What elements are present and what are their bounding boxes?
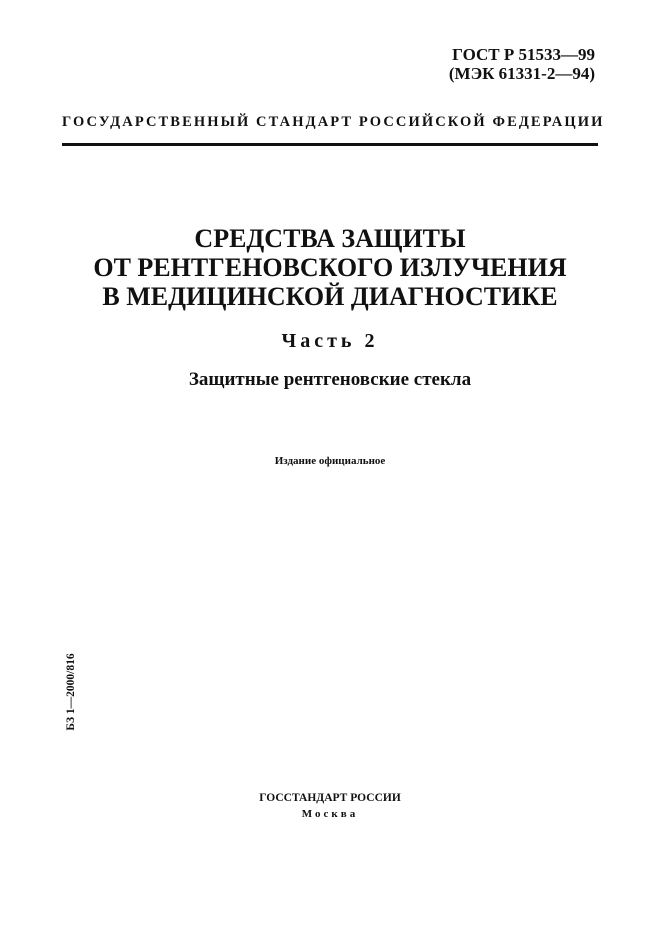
document-subtitle: Защитные рентгеновские стекла [188,369,472,390]
edition-label: Издание официальное [274,455,386,467]
standard-number-block [449,45,595,83]
state-standard-header: ГОСУДАРСТВЕННЫЙ СТАНДАРТ РОССИЙСКОЙ ФЕДЕРАЦИИ [62,114,605,130]
publisher: ГОССТАНДАРТ РОССИИ [259,792,401,804]
standard-number: ГОСТ Р 51533—99 [452,45,595,64]
document-title [30,224,630,311]
title-line-1: СРЕДСТВА ЗАЩИТЫ [194,224,466,253]
title-line-3: В МЕДИЦИНСКОЙ ДИАГНОСТИКЕ [102,282,558,311]
side-code: БЗ 1—2000/816 [65,653,77,731]
part-label: Часть 2 [281,330,379,352]
title-line-2: ОТ РЕНТГЕНОВСКОГО ИЗЛУЧЕНИЯ [93,253,567,282]
iec-number: (МЭК 61331-2—94) [448,64,595,83]
header-divider [62,143,598,146]
publication-city: Москва [301,808,359,820]
